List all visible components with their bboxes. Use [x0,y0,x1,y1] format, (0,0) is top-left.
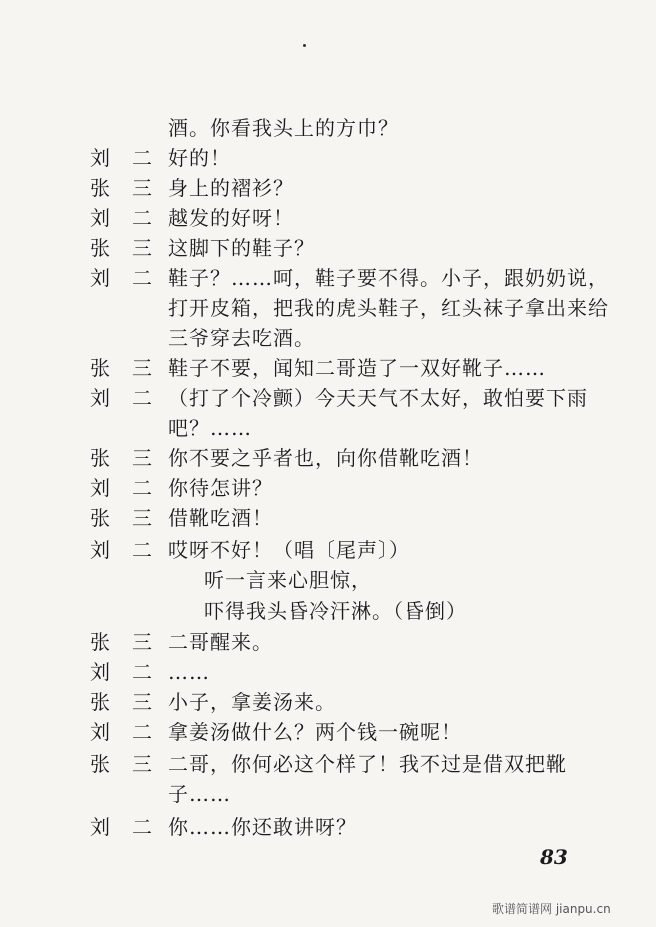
speaker-name: 刘二 [90,266,174,290]
script-line [0,353,656,383]
ink-speck [303,44,306,47]
speaker-name: 刘二 [90,386,174,410]
speaker-name: 张三 [90,446,174,470]
speaker-name: 张三 [90,630,174,654]
dialogue-text: 你待怎讲？ [168,476,273,500]
speaker-name: 张三 [90,176,174,200]
dialogue-text: 越发的好呀！ [168,206,294,230]
speaker-name: 张三 [90,236,174,260]
speaker-name: 刘二 [90,146,174,170]
dialogue-text: 三爷穿去吃酒。 [168,326,315,350]
script-line [0,596,656,626]
script-line [0,535,656,565]
dialogue-text: 鞋子？……呵，鞋子要不得。小子，跟奶奶说， [168,266,609,290]
script-line [0,263,656,293]
speaker-name: 刘二 [90,720,174,744]
speaker-name: 张三 [90,506,174,530]
watermark: 歌谱简谱网 jianpu.cn [492,902,611,916]
dialogue-text: 二哥醒来。 [168,630,273,654]
script-line [0,565,656,595]
dialogue-text: …… [168,660,210,684]
dialogue-text: （打了个冷颤）今天天气不太好，敢怕要下雨 [168,386,588,410]
dialogue-text: 打开皮箱，把我的虎头鞋子，红头袜子拿出来给 [168,296,609,320]
script-line [0,383,656,413]
script-line [0,473,656,503]
dialogue-text: 鞋子不要，闻知二哥造了一双好靴子…… [168,356,546,380]
dialogue-text: 你……你还敢讲呀？ [168,815,357,839]
dialogue-text: 二哥，你何必这个样了！我不过是借双把靴 [168,752,567,776]
dialogue-text: 子…… [168,782,231,806]
dialogue-text: 哎呀不好！（唱〔尾声〕） [168,538,410,562]
script-line [0,203,656,233]
speaker-name: 张三 [90,752,174,776]
script-line [0,443,656,473]
speaker-name: 刘二 [90,476,174,500]
dialogue-text: 借靴吃酒！ [168,506,273,530]
speaker-name: 刘二 [90,815,174,839]
script-line [0,657,656,687]
speaker-name: 张三 [90,690,174,714]
script-line [0,627,656,657]
dialogue-text: 这脚下的鞋子？ [168,236,315,260]
verse-text: 听一言来心胆惊， [204,568,372,592]
dialogue-text: 好的！ [168,146,231,170]
script-line [0,143,656,173]
script-line [0,113,656,143]
script-line [0,717,656,747]
verse-text: 吓得我头昏冷汗淋。（昏倒） [204,599,467,623]
page-number: 83 [540,845,568,869]
speaker-name: 张三 [90,356,174,380]
speaker-name: 刘二 [90,660,174,684]
speaker-name: 刘二 [90,206,174,230]
script-line [0,749,656,779]
speaker-name: 刘二 [90,538,174,562]
dialogue-text: 酒。你看我头上的方巾？ [168,116,399,140]
script-line [0,812,656,842]
script-line [0,233,656,263]
script-line [0,173,656,203]
script-line [0,687,656,717]
dialogue-text: 拿姜汤做什么？两个钱一碗呢！ [168,720,462,744]
dialogue-text: 小子，拿姜汤来。 [168,690,336,714]
script-line [0,413,656,443]
script-line [0,503,656,533]
script-line [0,779,656,809]
dialogue-text: 你不要之乎者也，向你借靴吃酒！ [168,446,483,470]
dialogue-text: 身上的褶衫？ [168,176,294,200]
script-line [0,323,656,353]
script-line [0,293,656,323]
dialogue-text: 吧？…… [168,416,252,440]
